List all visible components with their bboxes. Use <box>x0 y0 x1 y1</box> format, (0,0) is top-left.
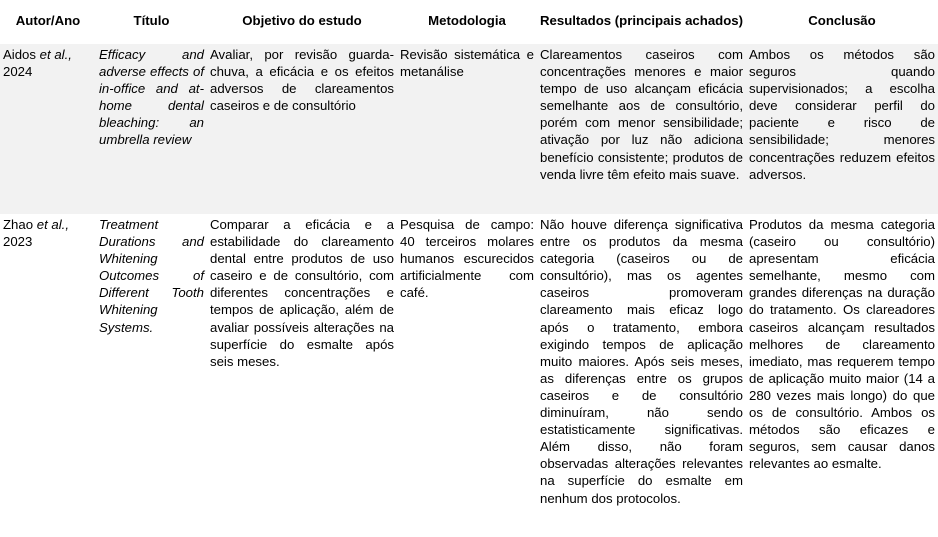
cell-conclusao: Produtos da mesma categoria (caseiro ou consultório) apresentam eficácia semelhante, mesmo com grandes diferenças na duração do tratamento. Os clareadores caseiros alcançam resultados melhores de clareamento imediato, mas requerem tempo de aplicação muito maior (14 a 280 vezes mais longo) do que os de consultório. Ambos os métodos são eficazes e seguros, sem causar danos relevantes ao esmalte. <box>749 217 935 472</box>
cell-autor-ano <box>0 214 96 536</box>
cell-titulo: Efficacy and adverse effects of in-office and at-home dental bleaching: an umbrella review <box>96 44 207 214</box>
header-titulo: Título <box>133 13 170 28</box>
author-etal: et al., <box>39 47 72 62</box>
cell-resultados: Clareamentos caseiros com concentrações menores e maior tempo de uso alcançam eficácia semelhante aos de consultório, porém com menor sensibilidade; ativação por luz não adiciona benefício consistente; produtos de venda livre têm efeito mais suave. <box>537 44 746 214</box>
author-year: 2023 <box>3 234 33 250</box>
header-row <box>0 0 938 44</box>
header-autor-ano: Autor/Ano <box>15 13 81 28</box>
cell-objetivo: Avaliar, por revisão guarda-chuva, a eficácia e os efeitos adversos de clareamentos caseiros e de consultório <box>207 44 397 214</box>
header-objetivo: Objetivo do estudo <box>242 13 362 28</box>
header-conclusao: Conclusão <box>808 13 876 28</box>
header-metodologia: Metodologia <box>428 13 506 28</box>
author-year: 2024 <box>3 64 33 80</box>
cell-autor-ano <box>0 44 96 214</box>
header-resultados: Resultados (principais achados) <box>540 13 743 28</box>
cell-conclusao: Ambos os métodos são seguros quando supervisionados; a escolha deve considerar perfil do paciente e risco de sensibilidade; menores concentrações reduzem efeitos adversos. <box>746 44 938 214</box>
author-name: Aidos <box>3 47 36 62</box>
author-name: Zhao <box>3 217 34 232</box>
table-header <box>0 0 938 44</box>
author-etal: et al., <box>36 217 69 232</box>
cell-objetivo: Comparar a eficácia e a estabilidade do clareamento dental entre produtos de uso caseiro e de consultório, com diferentes concentrações e tempos de aplicação, além de avaliar possíveis alterações na superfície do esmalte após seis meses. <box>210 217 394 369</box>
table-row <box>0 214 938 536</box>
table-row <box>0 44 938 214</box>
cell-metodologia: Revisão sistemática e metanálise <box>397 44 537 214</box>
cell-resultados: Não houve diferença significativa entre os produtos da mesma categoria (caseiros ou de consultório), mas os agentes caseiros promoveram clareamento mais eficaz logo após o tratamento, embora exigindo tempos de aplicação muito maiores. Após seis meses, as diferenças entre os grupos caseiros e de consultório diminuíram, não sendo estatisticamente significativas. Além disso, não foram observadas alterações relevantes na superfície do esmalte em nenhum dos protocolos. <box>540 217 743 506</box>
cell-metodologia: Pesquisa de campo: 40 terceiros molares humanos escurecidos artificialmente com café. <box>400 217 534 301</box>
cell-titulo: Treatment Durations and Whitening Outcomes of Different Tooth Whitening Systems. <box>99 217 204 335</box>
